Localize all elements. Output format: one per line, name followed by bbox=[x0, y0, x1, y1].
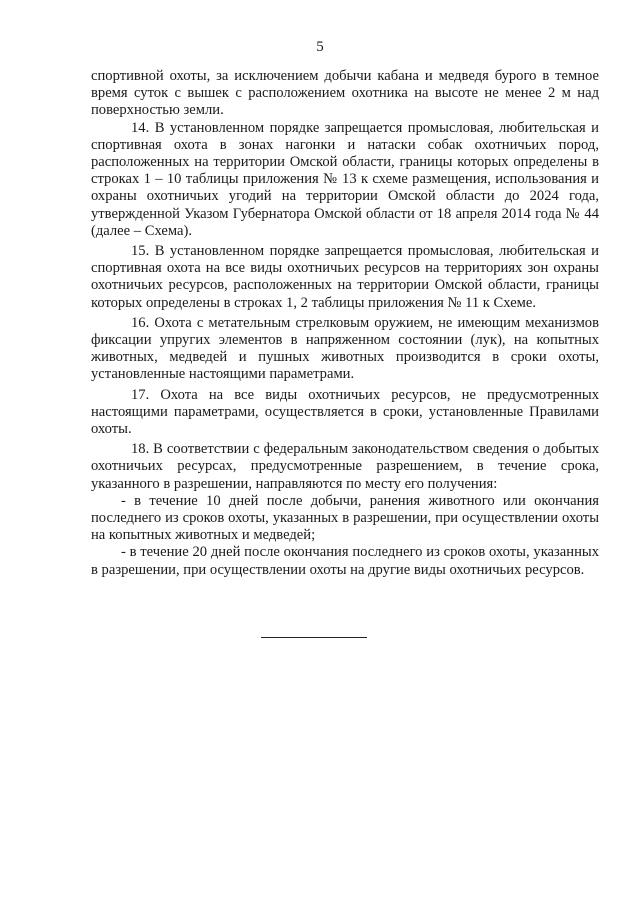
document-body bbox=[91, 68, 599, 579]
paragraph-15: 15. В установленном порядке запрещается промысловая, любительская и спортивная охота на все виды охотничьих ресурсов на территориях зон охраны охотничьих ресурсов, расположенных на территории Омской области, границы которых определены в строках 1, 2 таблицы приложения № 11 к Схеме. bbox=[91, 243, 599, 311]
paragraph-14: 14. В установленном порядке запрещается промысловая, любительская и спортивная охота в зонах нагонки и натаски собак охотничьих пород, расположенных на территории Омской области, границы которых определены в строках 1 – 10 таблицы приложения № 13 к схеме размещения, использования и охраны охотничьих угодий на территории Омской области до 2024 года, утвержденной Указом Губернатора Омской области от 18 апреля 2014 года № 44 (далее – Схема). bbox=[91, 119, 599, 239]
paragraph-continuation: спортивной охоты, за исключением добычи кабана и медведя бурого в темное время суток с вышек с расположением охотника на высоте не менее 2 м над поверхностью земли. bbox=[91, 68, 599, 119]
closing-rule bbox=[261, 637, 367, 638]
paragraph-16: 16. Охота с метательным стрелковым оружием, не имеющим механизмов фиксации упругих элементов в напряженном состоянии (лук), на копытных животных, медведей и пушных животных производится в сроки охоты, установленные настоящими параметрами. bbox=[91, 314, 599, 383]
paragraph-17: 17. Охота на все виды охотничьих ресурсов, не предусмотренных настоящими параметрами, осуществляется в сроки, установленные Правилами охоты. bbox=[91, 386, 599, 438]
page-number: 5 bbox=[316, 39, 324, 55]
list-item-10-days: - в течение 10 дней после добычи, ранения животного или окончания последнего из сроков охоты, указанных в разрешении, при осуществлении охоты на копытных животных и медведей; bbox=[91, 492, 599, 544]
paragraph-18: 18. В соответствии с федеральным законодательством сведения о добытых охотничьих ресурсах, предусмотренные разрешением, в течение срока, указанного в разрешении, направляются по месту его получения: bbox=[91, 441, 599, 492]
list-item-20-days: - в течение 20 дней после окончания последнего из сроков охоты, указанных в разрешении, при осуществлении охоты на другие виды охотничьих ресурсов. bbox=[91, 544, 599, 578]
